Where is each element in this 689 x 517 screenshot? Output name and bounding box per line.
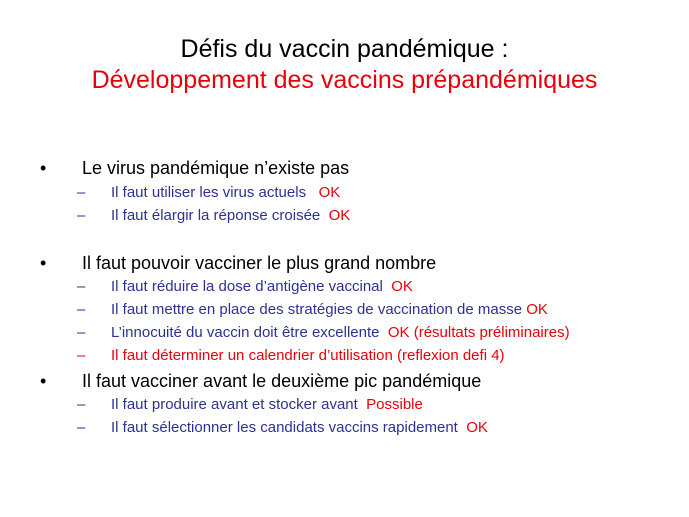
section-heading	[40, 157, 349, 179]
list-item	[77, 346, 505, 365]
list-item-text: Il faut sélectionner les candidats vaccins rapidement	[111, 419, 458, 436]
list-item-text: Il faut réduire la dose d’antigène vaccinal	[111, 278, 383, 295]
list-item-text: L’innocuité du vaccin doit être excellente	[111, 324, 380, 341]
list-item	[77, 418, 488, 437]
list-item-text: Il faut utiliser les virus actuels	[111, 184, 307, 201]
section-heading	[40, 252, 436, 274]
list-item	[77, 395, 423, 414]
list-item	[77, 323, 570, 342]
list-item	[77, 183, 340, 202]
status-badge: OK	[391, 278, 413, 295]
bullet-icon: •	[40, 158, 47, 178]
dash-icon: –	[77, 347, 86, 364]
list-item	[77, 206, 350, 225]
dash-icon: –	[77, 184, 86, 201]
bullet-icon: •	[40, 371, 47, 391]
section-heading-text: Il faut vacciner avant le deuxième pic pandémique	[82, 371, 482, 391]
title-line-1: Défis du vaccin pandémique :	[180, 35, 509, 63]
section-heading	[40, 370, 481, 392]
list-item-text: Il faut mettre en place des stratégies de vaccination de masse	[111, 301, 523, 318]
status-badge: OK	[328, 207, 351, 224]
dash-icon: –	[77, 278, 86, 295]
dash-icon: –	[77, 207, 86, 224]
bullet-icon: •	[40, 253, 47, 273]
title-line-2: Développement des vaccins prépandémiques	[91, 66, 598, 94]
list-item	[77, 277, 413, 296]
dash-icon: –	[77, 396, 86, 413]
status-badge: Possible	[366, 396, 423, 413]
slide-title	[0, 34, 689, 96]
list-item-text: Il faut déterminer un calendrier d’utilisation (reflexion defi 4)	[111, 347, 505, 364]
status-badge: OK	[466, 419, 488, 436]
dash-icon: –	[77, 301, 86, 318]
list-item-text: Il faut produire avant et stocker avant	[111, 396, 358, 413]
list-item-text: Il faut élargir la réponse croisée	[111, 207, 321, 224]
status-badge: OK	[526, 301, 548, 318]
section-heading-text: Le virus pandémique n’existe pas	[82, 158, 350, 178]
status-badge: OK	[318, 184, 341, 201]
dash-icon: –	[77, 419, 86, 436]
status-badge: OK (résultats préliminaires)	[387, 324, 570, 341]
dash-icon: –	[77, 324, 86, 341]
list-item	[77, 300, 548, 319]
section-heading-text: Il faut pouvoir vacciner le plus grand nombre	[82, 253, 437, 273]
